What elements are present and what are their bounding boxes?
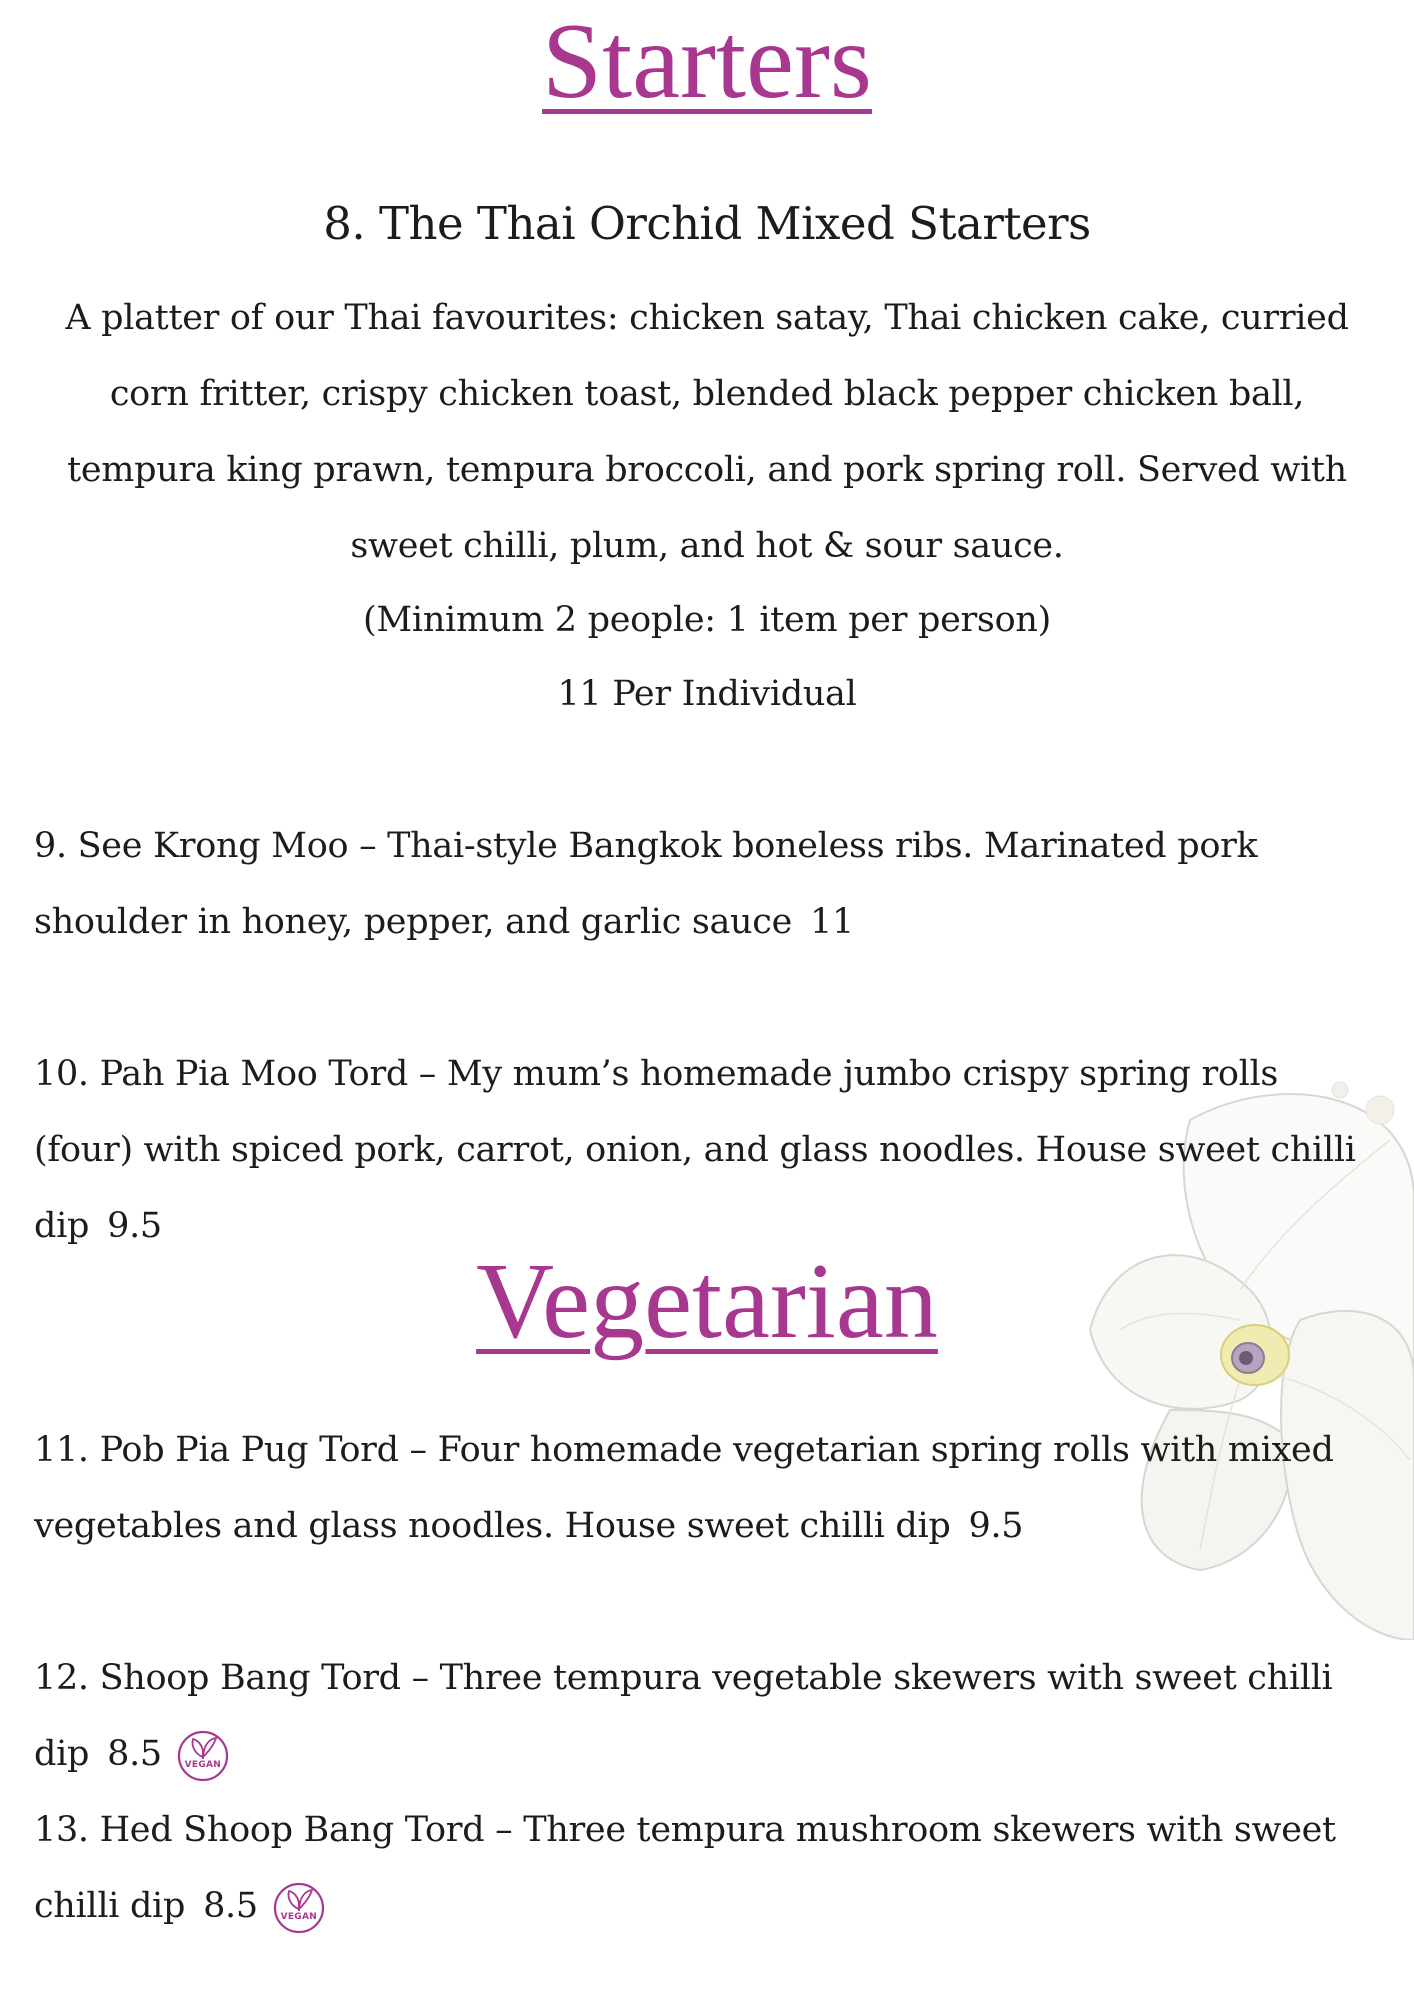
- featured-item-note: (Minimum 2 people: 1 item per person): [363, 600, 1051, 640]
- menu-item-price: 8.5: [203, 1886, 258, 1926]
- menu-item: [34, 1036, 1364, 1264]
- menu-item-text: 11. Pob Pia Pug Tord – Four homemade vegetarian spring rolls with mixed vegetables and glass noodles. House sweet chilli dip: [34, 1430, 1334, 1546]
- menu-item-text: 12. Shoop Bang Tord – Three tempura vegetable skewers with sweet chilli dip: [34, 1658, 1333, 1774]
- menu-item-text: 10. Pah Pia Moo Tord – My mum’s homemade jumbo crispy spring rolls (four) with spiced pork, carrot, onion, and glass noodles. House sweet chilli dip: [34, 1054, 1356, 1246]
- menu-item: [34, 808, 1364, 960]
- menu-item: [34, 1412, 1364, 1564]
- menu-item-price: 8.5: [107, 1734, 162, 1774]
- menu-item-price: 9.5: [107, 1206, 162, 1246]
- vegan-badge-label: VEGAN: [184, 1759, 222, 1770]
- menu-item-price: 9.5: [968, 1506, 1024, 1546]
- starters-heading: Starters: [542, 2, 872, 121]
- vegetarian-heading: Vegetarian: [476, 1242, 938, 1361]
- menu-item: [34, 1640, 1364, 1792]
- vegan-leaf-icon: [176, 1729, 230, 1783]
- featured-item-description: A platter of our Thai favourites: chicken satay, Thai chicken cake, curried corn fritter, crispy chicken toast, blended black pepper chicken ball, tempura king prawn, tempura broccoli, and pork spring roll. Served with sweet chilli, plum, and hot & sour sauce.: [65, 298, 1349, 566]
- menu-item-price: 11: [810, 902, 854, 942]
- menu-item-text: 9. See Krong Moo – Thai-style Bangkok boneless ribs. Marinated pork shoulder in honey, pepper, and garlic sauce: [34, 826, 1258, 942]
- featured-item-title: 8. The Thai Orchid Mixed Starters: [323, 197, 1091, 250]
- menu-item: [34, 1792, 1384, 1944]
- vegan-badge-label: VEGAN: [280, 1911, 318, 1922]
- menu-item-text: 13. Hed Shoop Bang Tord – Three tempura mushroom skewers with sweet chilli dip: [34, 1810, 1336, 1926]
- featured-item-price: 11 Per Individual: [557, 674, 857, 714]
- vegan-leaf-icon: [272, 1881, 326, 1935]
